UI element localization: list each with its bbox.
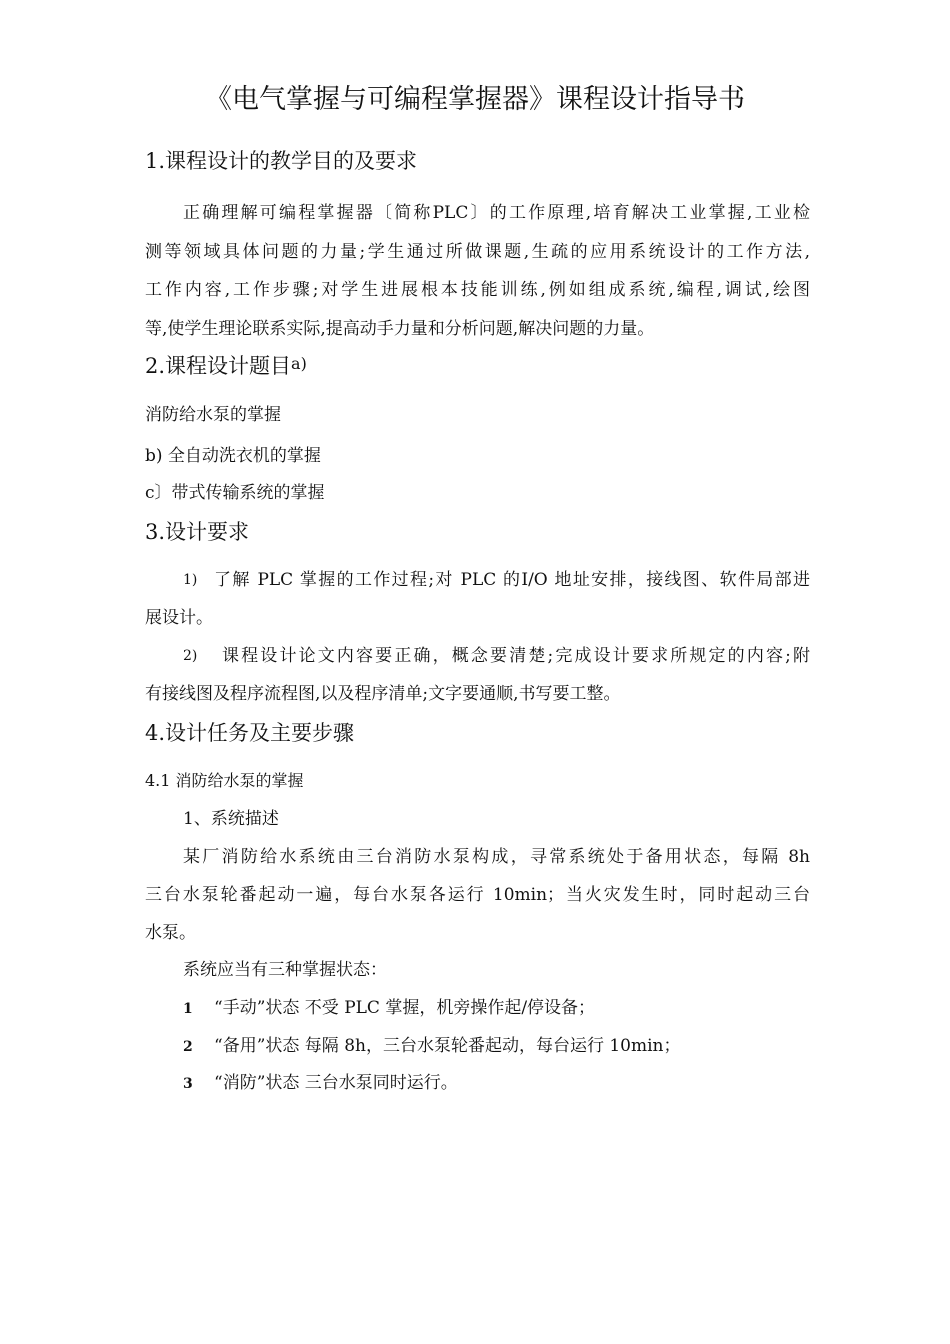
system-description-line-1: 某厂消防给水系统由三台消防水泵构成，寻常系统处于备用状态，每隔 8h <box>183 847 810 867</box>
section-2-heading <box>145 356 307 377</box>
requirement-1-line-1: 了解 PLC 掌握的工作过程;对 PLC 的I/O 地址安排，接线图、软件局部进 <box>214 570 810 590</box>
state-2-text: “备用”状态 每隔 8h，三台水泵轮番起动，每台运行 10min； <box>214 1036 681 1056</box>
topic-item-c: c〕带式传输系统的掌握 <box>145 483 325 503</box>
subsection-4-1-heading: 4.1 消防给水泵的掌握 <box>145 771 304 790</box>
state-3-number: 3 <box>183 1076 193 1092</box>
section-3-heading: 3.设计要求 <box>145 520 250 544</box>
section-1-heading: 1.课程设计的教学目的及要求 <box>145 149 418 173</box>
section-2-heading-tail: a) <box>291 354 307 373</box>
requirement-1-line-2: 展设计。 <box>145 608 213 628</box>
topic-item-a: 消防给水泵的掌握 <box>145 405 281 425</box>
section-1-paragraph-line-3: 工作内容,工作步骤;对学生进展根本技能训练,例如组成系统,编程,调试,绘图 <box>145 280 810 300</box>
section-1-paragraph-line-4: 等,使学生理论联系实际,提高动手力量和分析问题,解决问题的力量。 <box>145 319 655 339</box>
requirement-2-line-1: 课程设计论文内容要正确，概念要清楚;完成设计要求所规定的内容;附 <box>222 646 810 666</box>
requirement-2-number: 2) <box>183 648 198 664</box>
state-1-text: “手动”状态 不受 PLC 掌握，机旁操作起/停设备； <box>214 998 596 1018</box>
section-2-heading-text: 2.课程设计题目 <box>145 354 292 378</box>
system-description-label: 1、系统描述 <box>183 809 279 829</box>
requirement-2-line-2: 有接线图及程序流程图,以及程序清单;文字要通顺,书写要工整。 <box>145 684 621 704</box>
section-4-heading: 4.设计任务及主要步骤 <box>145 721 355 745</box>
state-2-number: 2 <box>183 1039 193 1055</box>
requirement-1-number: 1) <box>183 572 198 588</box>
topic-item-b: b) 全自动洗衣机的掌握 <box>145 446 321 466</box>
section-1-paragraph-line-2: 测等领域具体问题的力量;学生通过所做课题,生疏的应用系统设计的工作方法, <box>145 242 810 262</box>
control-states-intro: 系统应当有三种掌握状态： <box>183 960 387 980</box>
document-title: 《电气掌握与可编程掌握器》课程设计指导书 <box>205 84 745 115</box>
state-3-text: “消防”状态 三台水泵同时运行。 <box>214 1073 458 1093</box>
system-description-line-3: 水泵。 <box>145 923 196 943</box>
system-description-line-2: 三台水泵轮番起动一遍，每台水泵各运行 10min；当火灾发生时，同时起动三台 <box>145 885 810 905</box>
section-1-paragraph-line-1: 正确理解可编程掌握器〔简称PLC〕的工作原理,培育解决工业掌握,工业检 <box>183 203 810 223</box>
state-1-number: 1 <box>183 1001 193 1017</box>
